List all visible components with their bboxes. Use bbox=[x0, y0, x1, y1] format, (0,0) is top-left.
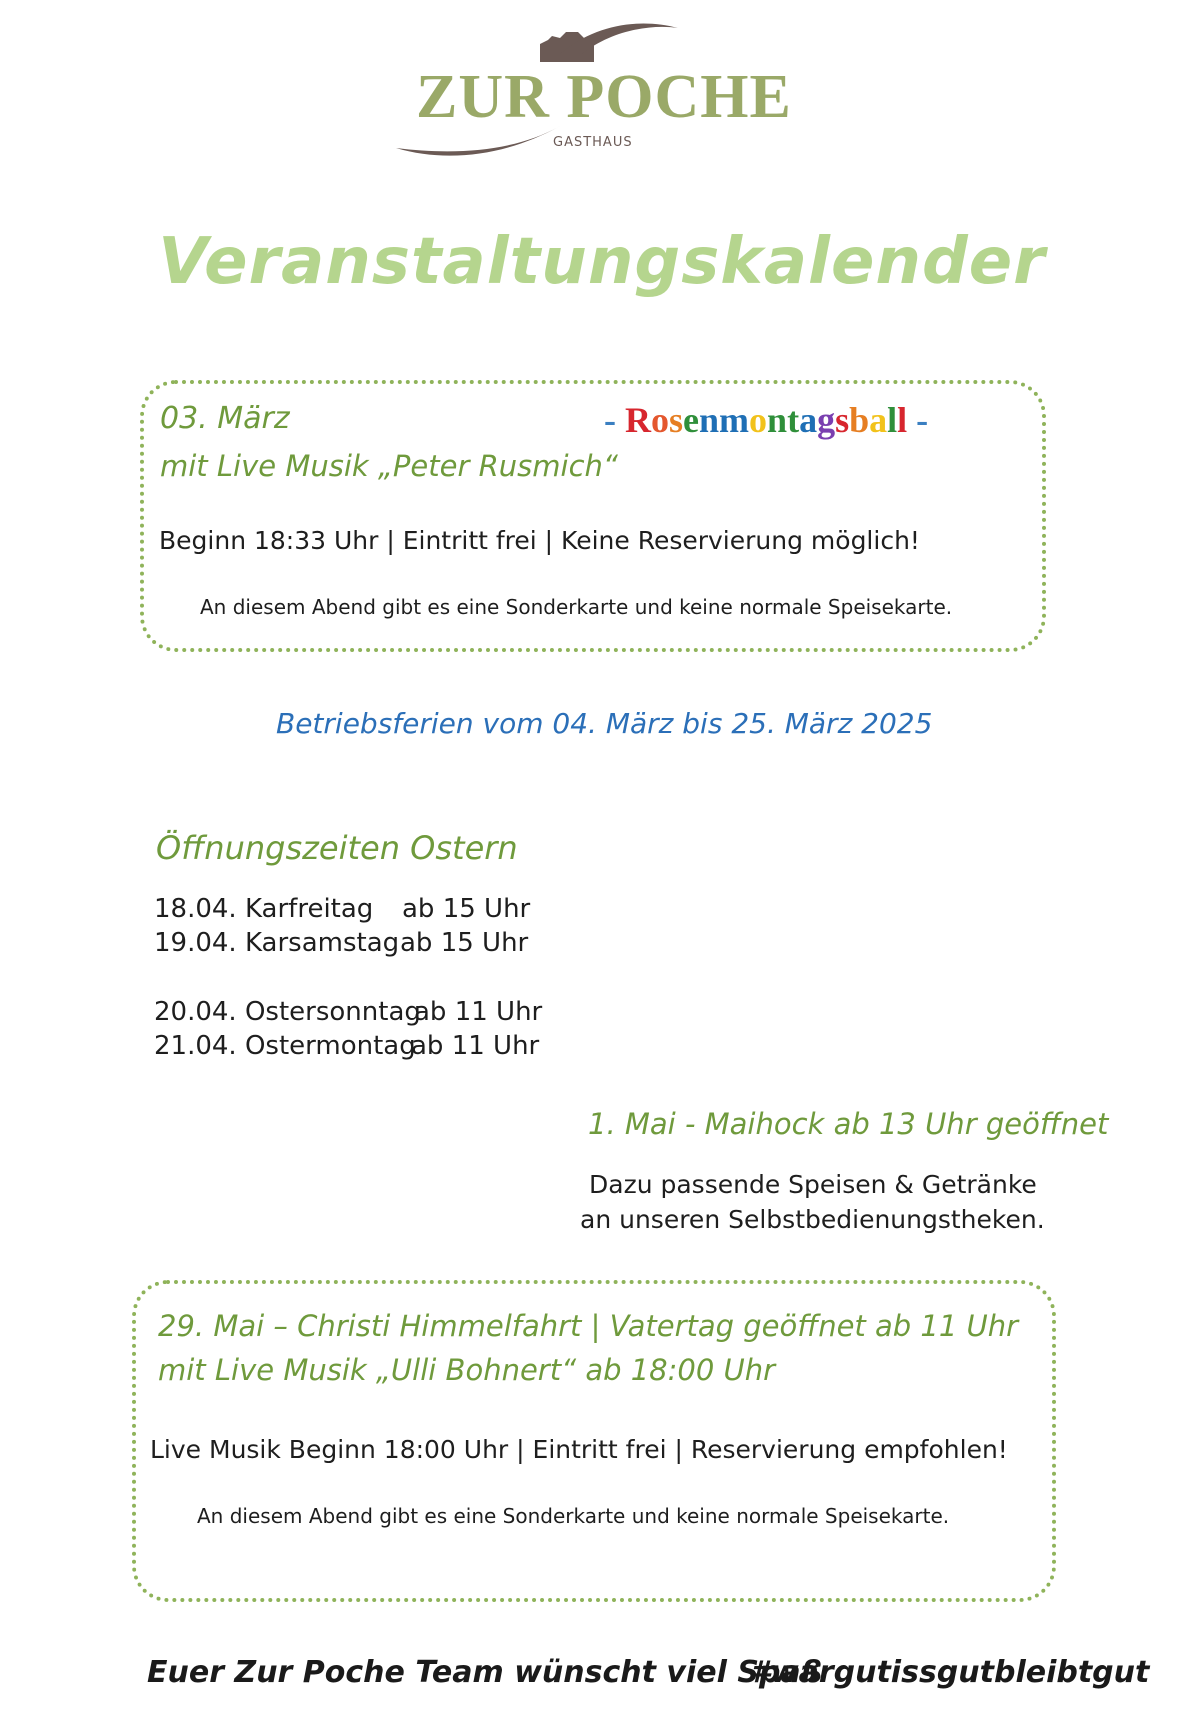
event1-title-letter: s bbox=[835, 400, 850, 440]
event1-title-letter: e bbox=[683, 400, 699, 440]
easter-heading: Öffnungszeiten Ostern bbox=[156, 829, 518, 867]
logo bbox=[390, 14, 790, 164]
event1-title-letter: n bbox=[767, 400, 788, 440]
may-heading: 1. Mai - Maihock ab 13 Uhr geöffnet bbox=[588, 1107, 1109, 1141]
easter-day: 19.04. Karsamstag bbox=[154, 928, 400, 958]
easter-day: 18.04. Karfreitag bbox=[154, 894, 374, 924]
event1-info: Beginn 18:33 Uhr | Eintritt frei | Keine Reservierung möglich! bbox=[159, 526, 920, 555]
easter-row bbox=[154, 1031, 540, 1061]
event1-title-letter: a bbox=[869, 400, 888, 440]
holiday-notice: Betriebsferien vom 04. März bis 25. März 2025 bbox=[276, 707, 933, 740]
event1-title-dash-left: - bbox=[604, 400, 616, 440]
event1-title-letter: n bbox=[699, 400, 720, 440]
may-line1: Dazu passende Speisen & Getränke bbox=[589, 1170, 1037, 1199]
logo-wordmark: ZUR POCHE bbox=[416, 63, 792, 131]
event1-title-letter: l bbox=[887, 400, 898, 440]
event2-heading: 29. Mai – Christi Himmelfahrt | Vatertag geöffnet ab 11 Uhr bbox=[158, 1309, 1019, 1343]
event2-info: Live Musik Beginn 18:00 Uhr | Eintritt frei | Reservierung empfohlen! bbox=[150, 1435, 1008, 1464]
easter-time: ab 11 Uhr bbox=[411, 1031, 540, 1061]
easter-time: ab 15 Uhr bbox=[400, 928, 529, 958]
page-title: Veranstaltungskalender bbox=[158, 225, 1046, 299]
event1-title bbox=[604, 402, 928, 438]
easter-row bbox=[154, 997, 543, 1027]
event1-title-letter: s bbox=[669, 400, 684, 440]
event1-title-letter: m bbox=[719, 400, 750, 440]
easter-row bbox=[154, 894, 531, 924]
event1-title-letter: o bbox=[749, 400, 768, 440]
event1-title-letter: b bbox=[849, 400, 870, 440]
easter-day: 21.04. Ostermontag bbox=[154, 1031, 416, 1061]
event2-note: An diesem Abend gibt es eine Sonderkarte und keine normale Speisekarte. bbox=[197, 1504, 950, 1528]
easter-time: ab 15 Uhr bbox=[402, 894, 531, 924]
event1-title-text bbox=[625, 400, 907, 440]
event1-title-dash-right: - bbox=[916, 400, 929, 440]
logo-subtitle: GASTHAUS bbox=[553, 135, 633, 150]
event1-music: mit Live Musik „Peter Rusmich“ bbox=[160, 449, 618, 483]
easter-time: ab 11 Uhr bbox=[414, 997, 543, 1027]
event1-title-letter: g bbox=[817, 400, 836, 440]
event1-title-letter: R bbox=[625, 400, 651, 440]
footer-hashtag: #wargutissgutbleibtgut bbox=[750, 1655, 1150, 1690]
event1-note: An diesem Abend gibt es eine Sonderkarte und keine normale Speisekarte. bbox=[200, 595, 953, 619]
event1-title-letter: l bbox=[897, 400, 908, 440]
event1-title-letter: o bbox=[651, 400, 669, 440]
easter-day: 20.04. Ostersonntag bbox=[154, 997, 421, 1027]
may-line2: an unseren Selbstbedienungstheken. bbox=[580, 1205, 1045, 1234]
event2-music: mit Live Musik „Ulli Bohnert“ ab 18:00 Uhr bbox=[158, 1353, 776, 1387]
event1-date: 03. März bbox=[160, 401, 290, 436]
event1-title-letter: t bbox=[787, 400, 800, 440]
easter-row bbox=[154, 928, 529, 958]
footer-greeting: Euer Zur Poche Team wünscht viel Spaß bbox=[147, 1655, 823, 1690]
event1-title-letter: a bbox=[799, 400, 818, 440]
